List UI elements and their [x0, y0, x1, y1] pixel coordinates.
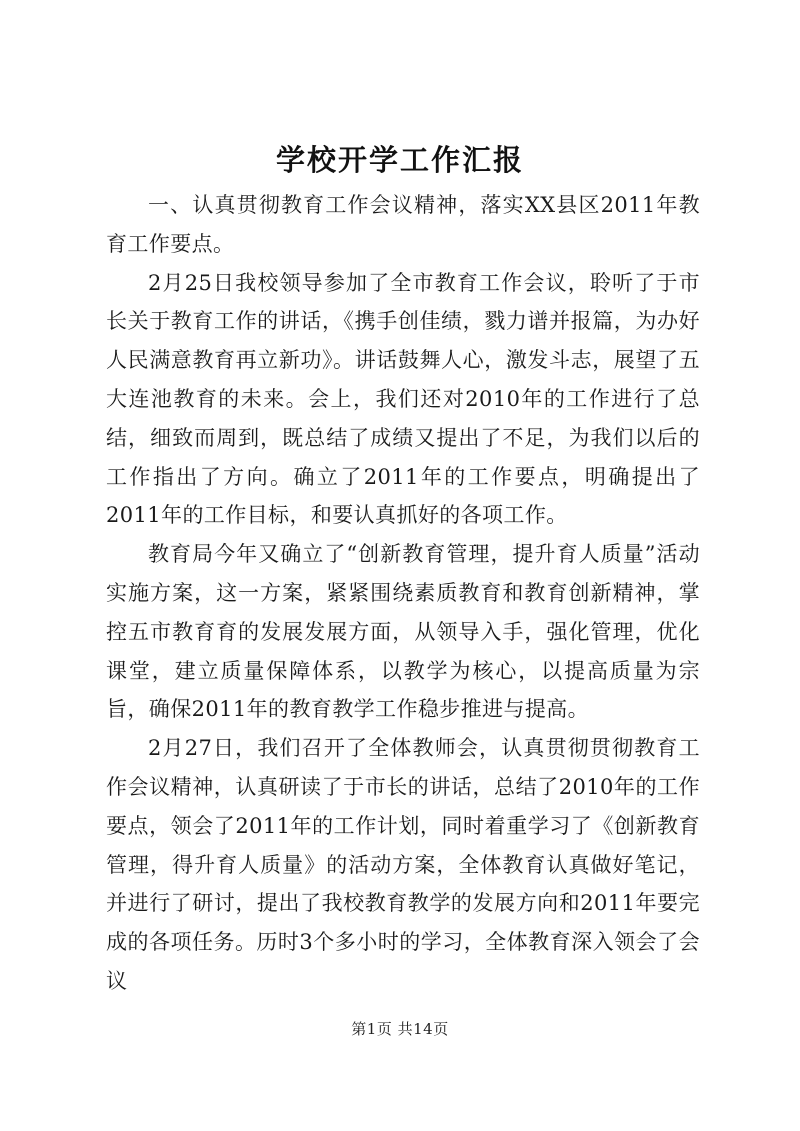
document-title: 学校开学工作汇报	[275, 143, 524, 177]
paragraph-1: 一、认真贯彻教育工作会议精神，落实XX县区2011年教育工作要点。	[106, 193, 700, 256]
paragraph-4: 2月27日，我们召开了全体教师会，认真贯彻贯彻教育工作会议精神，认真研读了于市长的讲话，总结了2010年的工作要点，领会了2011年的工作计划，同时着重学习了《创新教育管理，得升育人质量》的活动方案，全体教育认真做好笔记，并进行了研讨，提出了我校教育教学的发展方向和2011年要完成的各项任务。历时3个多小时的学习，全体教育深入领会了会议	[106, 736, 700, 993]
document-body	[106, 186, 700, 1001]
page-number-footer: 第1页 共14页	[351, 1020, 449, 1038]
paragraph-2: 2月25日我校领导参加了全市教育工作会议，聆听了于市长关于教育工作的讲话，《携手创佳绩，戮力谱并报篇，为办好人民满意教育再立新功》。讲话鼓舞人心，激发斗志，展望了五大连池教育的未来。会上，我们还对2010年的工作进行了总结，细致而周到，既总结了成绩又提出了不足，为我们以后的工作指出了方向。确立了2011年的工作要点，明确提出了2011年的工作目标，和要认真抓好的各项工作。	[106, 270, 700, 528]
paragraph-3: 教育局今年又确立了“创新教育管理，提升育人质量”活动实施方案，这一方案，紧紧围绕素质教育和教育创新精神，掌控五市教育育的发展发展方面，从领导入手，强化管理，优化课堂，建立质量保障体系，以教学为核心，以提高质量为宗旨，确保2011年的教育教学工作稳步推进与提高。	[106, 542, 700, 722]
